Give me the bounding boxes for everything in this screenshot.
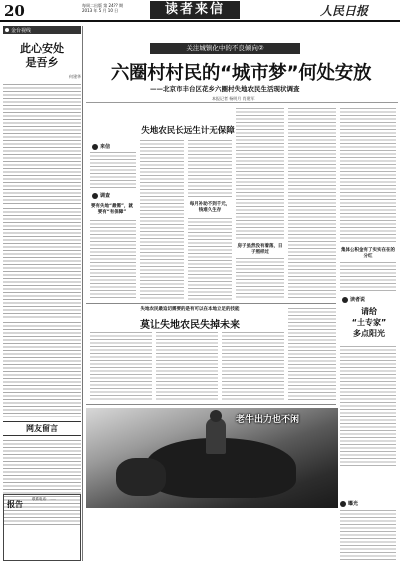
tag-reader: [342, 296, 365, 303]
left-headline: [3, 42, 81, 70]
column-tag-label: 金台视线: [11, 27, 32, 34]
body-text: [3, 208, 81, 318]
left-headline-line: 此心安处: [20, 42, 64, 55]
tag-icon: [92, 193, 98, 199]
tag-icon: [342, 297, 348, 303]
body-text: [340, 510, 396, 562]
body-text: [340, 346, 396, 466]
section-heading: 失地农民长远生计无保障: [141, 126, 235, 136]
person-head-shape: [210, 410, 222, 422]
body-text: [188, 140, 232, 198]
side-head-line: “土专家”: [351, 318, 387, 327]
body-text: [90, 332, 152, 402]
tag-exposure: [340, 500, 358, 507]
page-number: 20: [4, 2, 25, 20]
pull-quote: 房子虽然没有着落，日子照样过: [237, 244, 283, 255]
bullet-icon: [5, 28, 9, 32]
main-headline: 六圈村村民的“城市梦”何处安放: [110, 63, 372, 84]
body-text: [140, 140, 184, 300]
pull-quote: 每月补助不到千元，钱难久生存: [189, 202, 231, 213]
section-kicker: 失地农民最迫切需要的是有可以在本地立足的技能: [140, 307, 240, 312]
tag-label: 曝光: [348, 501, 359, 507]
bull-head-shape: [116, 458, 166, 496]
tag-label: 读者说: [350, 297, 366, 303]
section-rule: [86, 303, 336, 304]
issue-info: [82, 3, 123, 13]
ad-box: [3, 494, 81, 561]
masthead: [0, 0, 400, 22]
side-head-line: 多点阳光: [353, 329, 385, 338]
side-head-line: 请给: [361, 307, 377, 316]
main-byline: 本报记者 杨明月 肖建军: [212, 96, 255, 101]
main-subtitle: ——北京市丰台区花乡六圈村失地农民生活现状调查: [150, 85, 300, 93]
pull-quote: 要有失地“最需”，就要有“有保障”: [91, 204, 133, 215]
body-text: [90, 152, 136, 188]
body-text: [340, 108, 396, 244]
column-divider: [82, 26, 83, 561]
sub-section-title: 网友留言: [3, 421, 81, 436]
body-text: [288, 108, 336, 300]
tag-label: 调查: [100, 193, 111, 199]
paper-logo: 人民日报: [320, 4, 369, 18]
tag-survey: [92, 192, 110, 199]
section-rule: [86, 404, 336, 405]
tag-label: 来信: [100, 144, 111, 150]
body-text: [3, 84, 81, 204]
issue-line: 每周二出版 第 24?? 期: [82, 3, 124, 8]
person-shape: [206, 418, 226, 454]
photo-caption: 老牛出力也不闲: [236, 415, 300, 425]
body-text: [236, 108, 284, 240]
body-text: [156, 332, 218, 402]
body-text: [288, 308, 336, 402]
column-tag: [3, 26, 81, 34]
body-text: [90, 220, 136, 300]
news-photo: [86, 408, 338, 508]
body-text: [188, 218, 232, 300]
headline-rule: [86, 102, 398, 103]
issue-date: 2013 年 5 月 10 日: [82, 8, 119, 13]
body-text: [340, 262, 396, 292]
left-byline: 何建华: [69, 74, 81, 79]
kicker: 关注城镇化中的不良倾向②: [150, 43, 300, 54]
left-column: [3, 26, 81, 526]
body-text: [222, 332, 284, 402]
pull-quote: 集体公积金有了实实在在的分红: [341, 248, 395, 259]
tag-letter: [92, 143, 110, 150]
section-title: 读者来信: [150, 1, 240, 19]
tag-icon: [340, 501, 346, 507]
body-text: [3, 322, 81, 417]
left-headline-line: 是吾乡: [25, 56, 59, 69]
body-text: [236, 258, 284, 300]
tag-icon: [92, 144, 98, 150]
ad-contact: 联系电话：......: [32, 497, 57, 501]
ad-label: 报告: [7, 500, 23, 509]
section-heading: 莫让失地农民失掉未来: [140, 320, 240, 331]
